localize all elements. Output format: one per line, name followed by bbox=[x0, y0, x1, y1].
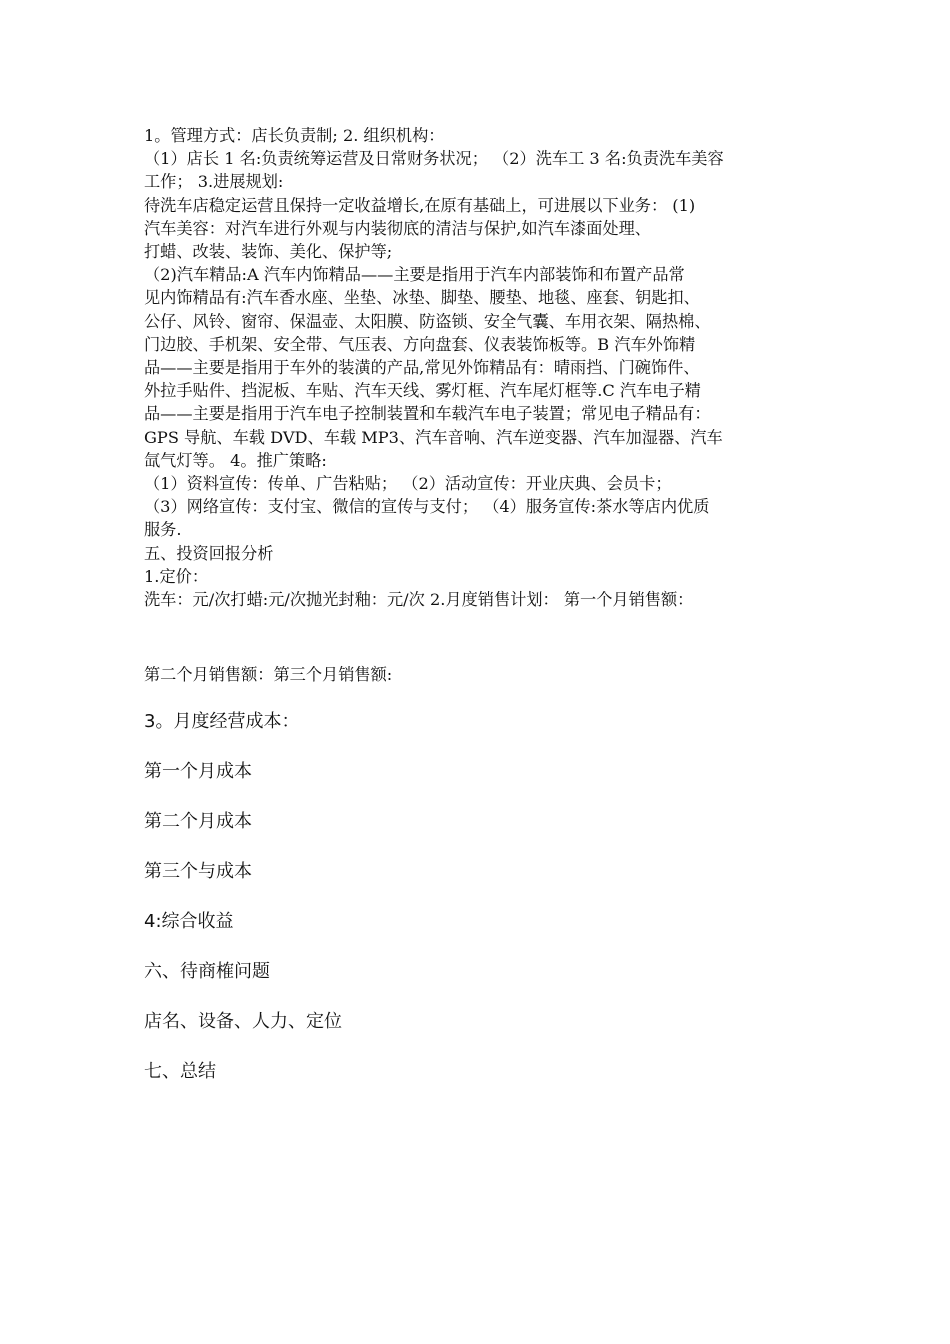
outline-line: 4:综合收益 bbox=[144, 911, 234, 932]
text-line: 外拉手贴件、挡泥板、车贴、汽车天线、雾灯框、汽车尾灯框等.C 汽车电子精 bbox=[144, 381, 701, 401]
text-line: 公仔、风铃、窗帘、保温壶、太阳膜、防盗锁、安全气囊、车用衣架、隔热棉、 bbox=[144, 311, 711, 331]
outline-line: 第一个月成本 bbox=[144, 761, 252, 782]
section-heading-investment: 五、投资回报分析 bbox=[144, 543, 274, 563]
text-line: 品——主要是指用于汽车电子控制装置和车载汽车电子装置；常见电子精品有： bbox=[144, 404, 711, 424]
text-line: 品——主要是指用于车外的装潢的产品,常见外饰精品有：晴雨挡、门碗饰件、 bbox=[144, 358, 700, 378]
text-line: （1）店长 1 名:负责统筹运营及日常财务状况； （2）洗车工 3 名:负责洗车美容 bbox=[144, 149, 724, 169]
text-line: 打蜡、改装、装饰、美化、保护等; bbox=[144, 242, 393, 262]
text-line: 洗车：元/次打蜡:元/次抛光封釉：元/次 2.月度销售计划： 第一个月销售额： bbox=[144, 590, 694, 610]
text-line: 见内饰精品有:汽车香水座、坐垫、冰垫、脚垫、腰垫、地毯、座套、钥匙扣、 bbox=[144, 288, 700, 308]
text-line: 工作； 3.进展规划: bbox=[144, 172, 284, 192]
text-line: 1.定价： bbox=[144, 566, 209, 586]
outline-section bbox=[144, 711, 824, 1111]
outline-line: 店名、设备、人力、定位 bbox=[144, 1011, 342, 1032]
text-line: 汽车美容：对汽车进行外观与内装彻底的清洁与保护,如汽车漆面处理、 bbox=[144, 218, 651, 238]
text-line: 1。管理方式：店长负责制; 2. 组织机构： bbox=[144, 126, 445, 145]
text-line: （1）资料宣传：传单、广告粘贴； （2）活动宣传：开业庆典、会员卡； bbox=[144, 474, 672, 494]
sales-line: 第二个月销售额：第三个月销售额: bbox=[144, 665, 393, 684]
text-line: GPS 导航、车载 DVD、车载 MP3、汽车音响、汽车逆变器、汽车加湿器、汽车 bbox=[144, 427, 723, 447]
outline-line: 3。月度经营成本： bbox=[144, 711, 300, 732]
outline-line: 第二个月成本 bbox=[144, 811, 252, 832]
text-line: 服务. bbox=[144, 520, 182, 540]
text-line: 氙气灯等。 4。推广策略: bbox=[144, 450, 327, 470]
document-body bbox=[144, 124, 824, 611]
outline-line: 第三个与成本 bbox=[144, 861, 252, 882]
section-heading-summary: 七、总结 bbox=[144, 1061, 216, 1082]
text-line: 门边胶、手机架、安全带、气压表、方向盘套、仪表装饰板等。B 汽车外饰精 bbox=[144, 334, 696, 354]
text-line: （3）网络宣传：支付宝、微信的宣传与支付； （4）服务宣传:茶水等店内优质 bbox=[144, 497, 710, 517]
section-heading-pending-issues: 六、待商榷问题 bbox=[144, 961, 270, 982]
text-line: 待洗车店稳定运营且保持一定收益增长,在原有基础上，可进展以下业务： (1) bbox=[144, 195, 696, 215]
text-line: （2)汽车精品:A 汽车内饰精品——主要是指用于汽车内部装饰和布置产品常 bbox=[144, 265, 685, 285]
